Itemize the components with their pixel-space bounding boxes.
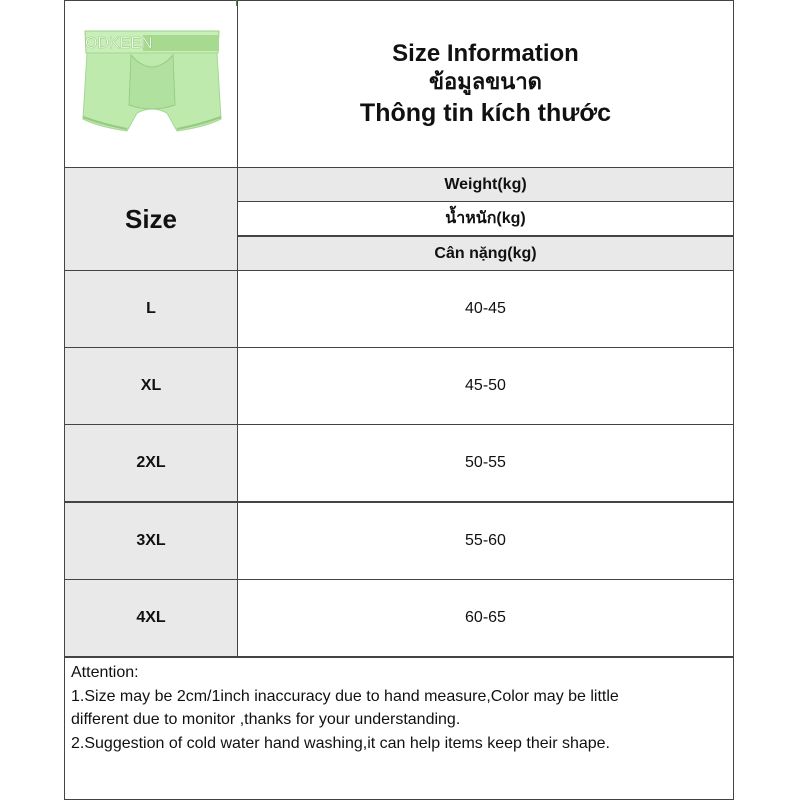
weight-cell: 50-55 [237, 424, 734, 502]
weight-header-english: Weight(kg) [237, 167, 734, 202]
title-thai: ข้อมูลขนาด [429, 69, 542, 95]
title-cell [237, 0, 734, 168]
product-image-cell [64, 0, 238, 168]
size-chart [64, 0, 734, 800]
note-line-1a: 1.Size may be 2cm/1inch inaccuracy due to hand measure,Color may be little [71, 687, 619, 705]
title-vietnamese: Thông tin kích thước [359, 98, 612, 127]
size-column-header: Size [64, 167, 238, 271]
weight-cell: 45-50 [237, 347, 734, 425]
title-english: Size Information [392, 40, 579, 68]
boxer-brief-image [77, 9, 227, 159]
weight-header-vietnamese: Cân nặng(kg) [237, 236, 734, 271]
weight-cell: 60-65 [237, 579, 734, 657]
weight-cell: 55-60 [237, 502, 734, 580]
size-cell: XL [64, 347, 238, 425]
size-cell: 3XL [64, 502, 238, 580]
note-line-1b: different due to monitor ,thanks for your understanding. [71, 711, 461, 728]
size-cell: 4XL [64, 579, 238, 657]
notes-heading: Attention: [71, 664, 139, 681]
attention-notes [64, 657, 734, 800]
note-line-2: 2.Suggestion of cold water hand washing,it can help items keep their shape. [71, 734, 610, 752]
weight-cell: 40-45 [237, 270, 734, 348]
size-cell: 2XL [64, 424, 238, 502]
size-cell: L [64, 270, 238, 348]
weight-header-thai: น้ำหนัก(kg) [237, 201, 734, 236]
brand-text: ODKEEN [85, 35, 153, 52]
